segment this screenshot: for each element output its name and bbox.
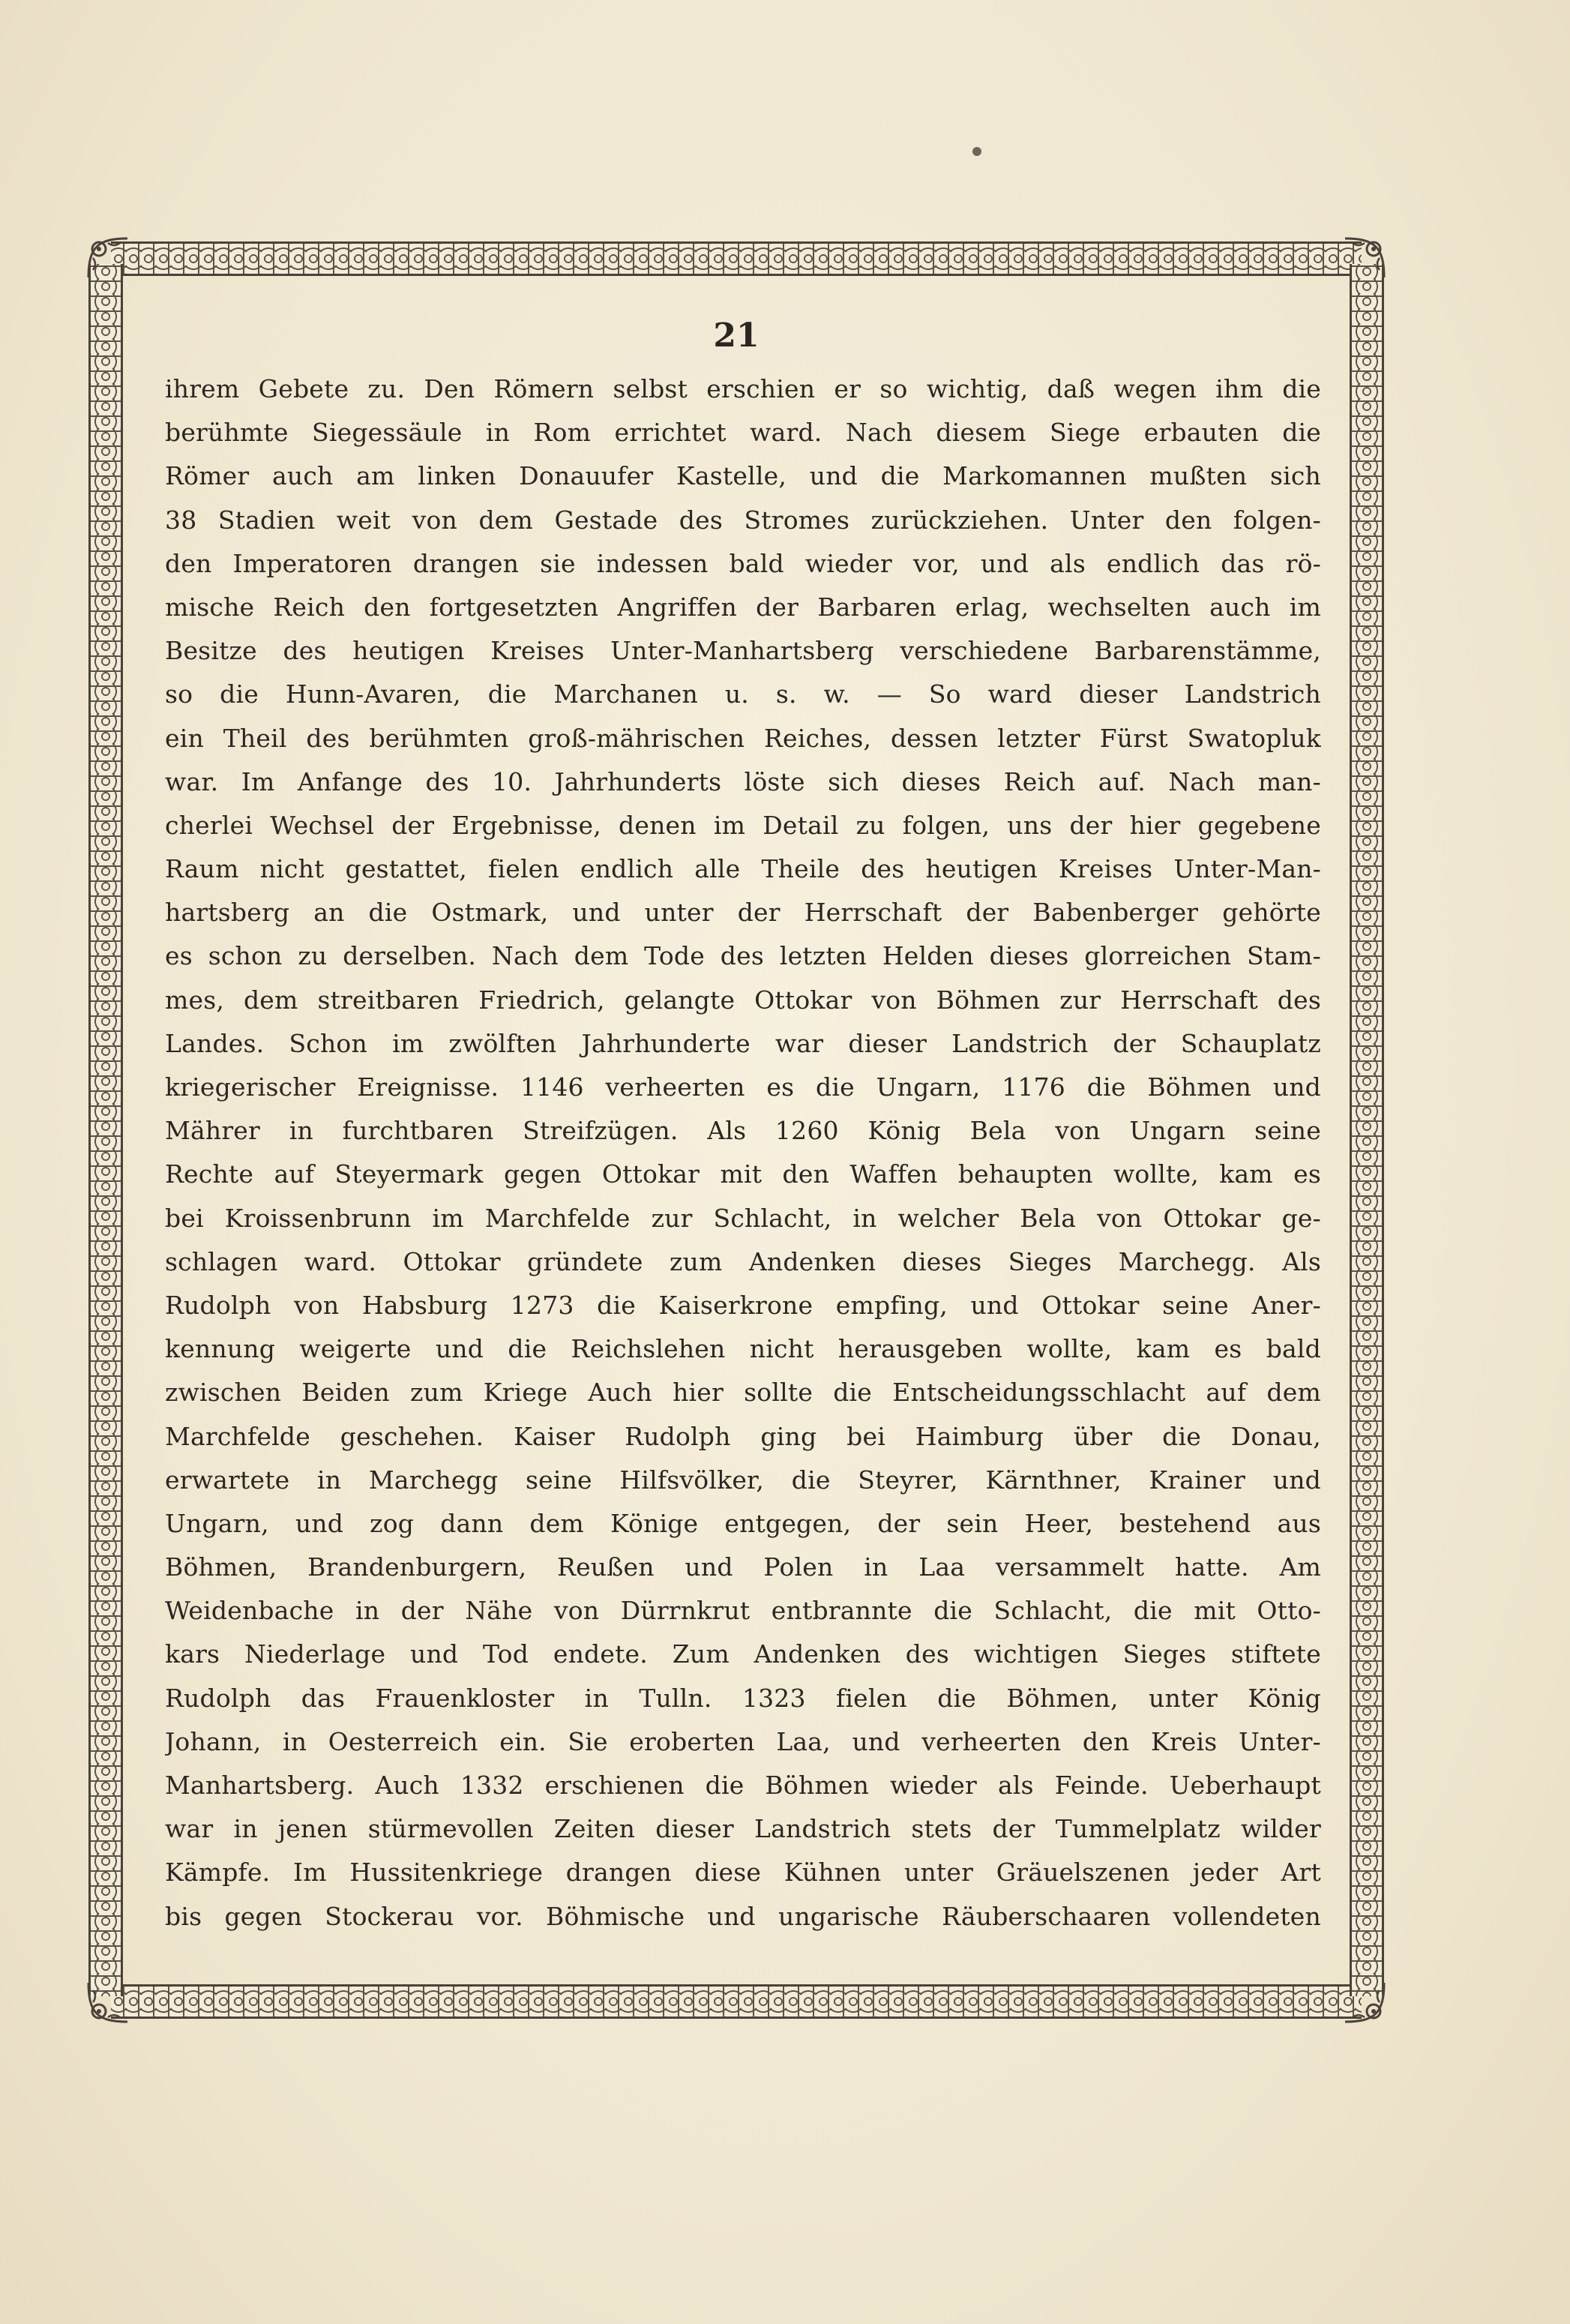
corner-ornament-icon (1338, 232, 1390, 285)
text-line: kriegerischer Ereignisse. 1146 verheerten es die Ungarn, 1176 die Böhmen und (165, 1072, 1321, 1102)
text-line: den Imperatoren drangen sie indessen bald wieder vor, und als endlich das rö- (165, 548, 1321, 578)
corner-ornament-icon (82, 1975, 135, 2028)
text-line: Böhmen, Brandenburgern, Reußen und Polen in Laa versammelt hatte. Am (165, 1552, 1321, 1582)
text-line: ihrem Gebete zu. Den Römern selbst erschien er so wichtig, daß wegen ihm die (165, 374, 1321, 403)
text-line: 38 Stadien weit von dem Gestade des Stromes zurückziehen. Unter den folgen- (165, 505, 1321, 535)
text-line: Raum nicht gestattet, fielen endlich alle Theile des heutigen Kreises Unter-Man- (165, 854, 1321, 884)
ornamental-border-left (88, 264, 123, 1996)
text-line: bis gegen Stockerau vor. Böhmische und ungarische Räuberschaaren vollendeten (165, 1901, 1321, 1931)
text-line: mes, dem streitbaren Friedrich, gelangte Ottokar von Böhmen zur Herrschaft des (165, 985, 1321, 1015)
text-line: ein Theil des berühmten groß-mährischen Reiches, dessen letzter Fürst Swatopluk (165, 723, 1321, 753)
text-line: Römer auch am linken Donauufer Kastelle, und die Markomannen mußten sich (165, 461, 1321, 491)
corner-ornament-icon (1338, 1975, 1390, 2028)
text-line: Besitze des heutigen Kreises Unter-Manhartsberg verschiedene Barbarenstämme, (165, 636, 1321, 666)
text-line: schlagen ward. Ottokar gründete zum Andenken dieses Sieges Marchegg. Als (165, 1246, 1321, 1276)
text-line: Rudolph das Frauenkloster in Tulln. 1323 fielen die Böhmen, unter König (165, 1683, 1321, 1713)
ink-dot (972, 147, 981, 156)
ornamental-border-top (111, 241, 1362, 276)
text-line: war. Im Anfange des 10. Jahrhunderts löste sich dieses Reich auf. Nach man- (165, 766, 1321, 796)
text-line: Johann, in Oesterreich ein. Sie eroberten Laa, und verheerten den Kreis Unter- (165, 1726, 1321, 1756)
ornamental-border-bottom (111, 1984, 1362, 2019)
text-line: Mährer in furchtbaren Streifzügen. Als 1260 König Bela von Ungarn seine (165, 1116, 1321, 1146)
text-line: zwischen Beiden zum Kriege Auch hier sollte die Entscheidungsschlacht auf dem (165, 1378, 1321, 1408)
text-line: Landes. Schon im zwölften Jahrhunderte war dieser Landstrich der Schauplatz (165, 1028, 1321, 1058)
ornamental-border-right (1350, 264, 1384, 1996)
text-line: Manhartsberg. Auch 1332 erschienen die Böhmen wieder als Feinde. Ueberhaupt (165, 1771, 1321, 1800)
text-line: berühmte Siegessäule in Rom errichtet ward. Nach diesem Siege erbauten die (165, 418, 1321, 448)
text-line: kennung weigerte und die Reichslehen nicht herausgeben wollte, kam es bald (165, 1334, 1321, 1364)
text-line: Weidenbache in der Nähe von Dürrnkrut entbrannte die Schlacht, die mit Otto- (165, 1596, 1321, 1626)
text-line: cherlei Wechsel der Ergebnisse, denen im Detail zu folgen, uns der hier gegebene (165, 810, 1321, 840)
text-line: erwartete in Marchegg seine Hilfsvölker, die Steyrer, Kärnthner, Krainer und (165, 1465, 1321, 1495)
text-line: Kämpfe. Im Hussitenkriege drangen diese Kühnen unter Gräuelszenen jeder Art (165, 1858, 1321, 1888)
text-line: Marchfelde geschehen. Kaiser Rudolph ging bei Haimburg über die Donau, (165, 1421, 1321, 1451)
text-line: es schon zu derselben. Nach dem Tode des letzten Helden dieses glorreichen Stam- (165, 941, 1321, 971)
text-line: hartsberg an die Ostmark, und unter der Herrschaft der Babenberger gehörte (165, 898, 1321, 928)
text-line: Ungarn, und zog dann dem Könige entgegen, der sein Heer, bestehend aus (165, 1508, 1321, 1538)
text-line: kars Niederlage und Tod endete. Zum Andenken des wichtigen Sieges stiftete (165, 1639, 1321, 1669)
text-line: mische Reich den fortgesetzten Angriffen der Barbaren erlag, wechselten auch im (165, 592, 1321, 622)
text-line: so die Hunn-Avaren, die Marchanen u. s. w. — So ward dieser Landstrich (165, 679, 1321, 709)
text-line: Rudolph von Habsburg 1273 die Kaiserkrone empfing, und Ottokar seine Aner- (165, 1290, 1321, 1320)
text-line: Rechte auf Steyermark gegen Ottokar mit den Waffen behaupten wollte, kam es (165, 1159, 1321, 1189)
corner-ornament-icon (82, 232, 135, 285)
ornamental-frame (88, 241, 1384, 2019)
page-number: 21 (713, 316, 760, 355)
text-line: bei Kroissenbrunn im Marchfelde zur Schlacht, in welcher Bela von Ottokar ge- (165, 1203, 1321, 1233)
body-text (165, 367, 1321, 1939)
text-line: war in jenen stürmevollen Zeiten dieser Landstrich stets der Tummelplatz wilder (165, 1814, 1321, 1844)
